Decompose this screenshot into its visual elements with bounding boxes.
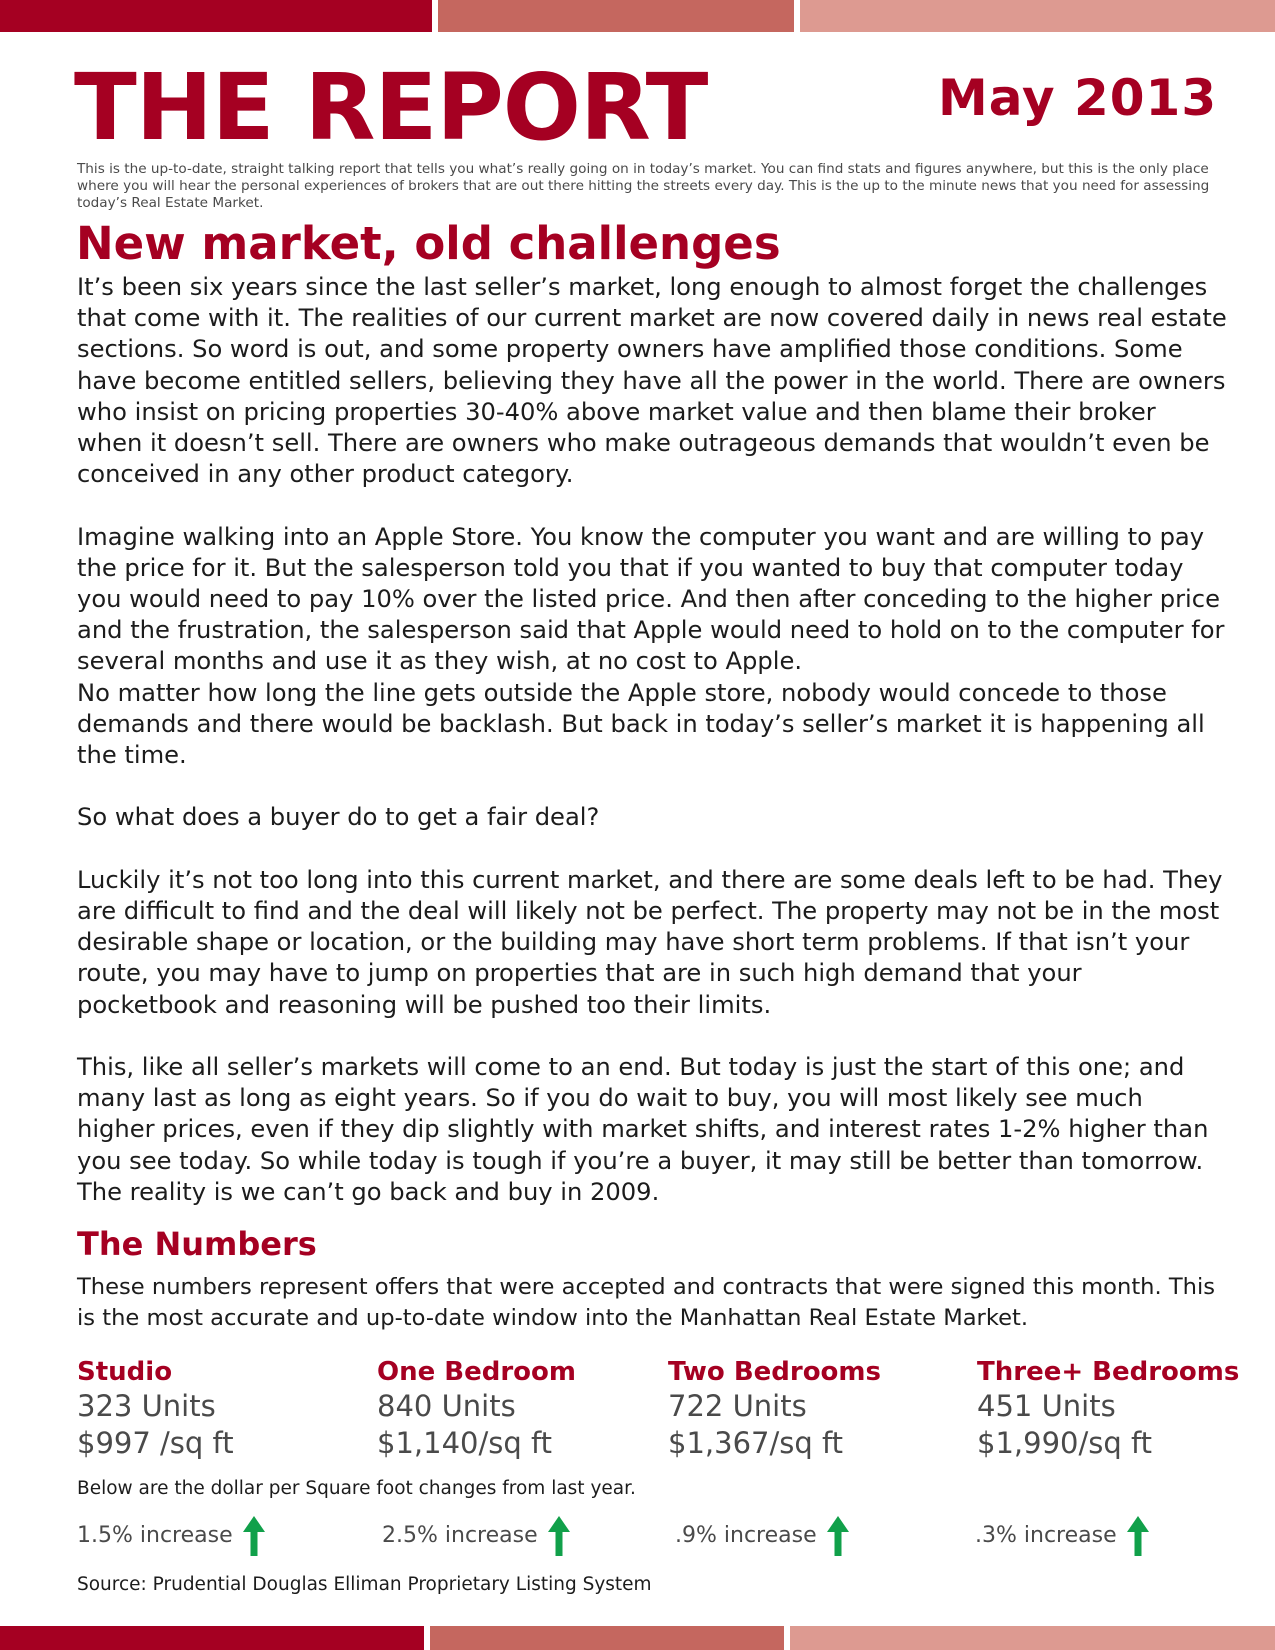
stat-category: Two Bedrooms (668, 1357, 881, 1387)
change-text: 1.5% increase (77, 1523, 233, 1548)
change-three-plus-bedrooms (975, 1516, 1149, 1556)
stat-category: One Bedroom (377, 1357, 576, 1387)
stat-category: Three+ Bedrooms (977, 1357, 1240, 1387)
article-paragraph: This, like all seller’s markets will come to an end. But today is just the start of this one; and many last as long as eight years. So if you do wait to buy, you will most likely see much higher prices, even if they dip slightly with market shifts, and interest rates 1-2% higher than you see today. So while today is tough if you’re a buyer, it may still be better than tomorrow. The reality is we can’t go back and buy in 2009. (77, 1053, 1209, 1206)
up-arrow-icon (1127, 1516, 1149, 1556)
stat-price: $997 /sq ft (77, 1426, 234, 1460)
article-paragraph: Luckily it’s not too long into this current market, and there are some deals left to be had. They are difficult to find and the deal will likely not be perfect. The property may not be in the most desirable shape or location, or the building may have short term problems. If that isn’t your route, you may have to jump on properties that are in such high demand that your pocketbook and reasoning will be pushed too their limits. (77, 865, 1223, 1019)
stat-units: 722 Units (668, 1389, 807, 1423)
article-heading: New market, old challenges (76, 217, 781, 270)
up-arrow-icon (243, 1516, 265, 1556)
article-paragraph: Imagine walking into an Apple Store. You know the computer you want and are willing to pay the price for it. But the salesperson told you that if you wanted to buy that computer today you would need to pay 10% over the listed price. And then after conceding to the higher price and the frustration, the salesperson said that Apple would need to hold on to the computer for several months and use it as they wish, at no cost to Apple. (77, 522, 1225, 676)
stat-units: 323 Units (77, 1389, 216, 1423)
change-text: .3% increase (975, 1523, 1117, 1548)
report-title: THE REPORT (74, 54, 708, 161)
article-paragraph: No matter how long the line gets outside the Apple store, nobody would concede to those demands and there would be backlash. But back in today’s seller’s market it is happening all the time. (77, 678, 1205, 770)
change-text: .9% increase (675, 1523, 817, 1548)
stat-price: $1,367/sq ft (668, 1426, 844, 1460)
change-text: 2.5% increase (382, 1523, 538, 1548)
numbers-intro: These numbers represent offers that were accepted and contracts that were signed this month. This is the most accurate and up-to-date window into the Manhattan Real Estate Market. (77, 1274, 1216, 1331)
top-color-bar (0, 0, 1275, 32)
stat-column-two-bedrooms (668, 1356, 881, 1462)
change-one-bedroom (382, 1516, 570, 1556)
bottom-bar-segment-light (790, 1626, 1275, 1650)
bottom-bar-segment-mid (430, 1626, 784, 1650)
issue-date: May 2013 (938, 69, 1218, 127)
stat-units: 451 Units (977, 1389, 1116, 1423)
top-bar-segment-light (800, 0, 1275, 32)
top-bar-segment-dark (0, 0, 432, 32)
report-intro: This is the up-to-date, straight talking report that tells you what’s really going on in today’s market. You can find stats and figures anywhere, but this is the only place where you will hear the personal experiences of brokers that are out there hitting the streets every day. This is the up to the minute news that you need for assessing today’s Real Estate Market. (77, 161, 1210, 211)
source-note: Source: Prudential Douglas Elliman Proprietary Listing System (77, 1574, 652, 1595)
stat-price: $1,990/sq ft (977, 1426, 1153, 1460)
stat-column-one-bedroom (377, 1356, 576, 1462)
change-two-bedrooms (675, 1516, 849, 1556)
change-studio (77, 1516, 265, 1556)
up-arrow-icon (548, 1516, 570, 1556)
stat-category: Studio (77, 1357, 173, 1387)
up-arrow-icon (827, 1516, 849, 1556)
stat-price: $1,140/sq ft (377, 1426, 553, 1460)
stat-column-three-plus-bedrooms (977, 1356, 1239, 1462)
bottom-color-bar (0, 1626, 1275, 1650)
stat-column-studio (77, 1356, 234, 1462)
changes-note: Below are the dollar per Square foot changes from last year. (77, 1478, 636, 1499)
bottom-bar-segment-dark (0, 1626, 424, 1650)
stat-units: 840 Units (377, 1389, 516, 1423)
article-body (77, 272, 1227, 1239)
article-paragraph: It’s been six years since the last seller’s market, long enough to almost forget the challenges that come with it. The realities of our current market are now covered daily in news real estate sections. So word is out, and some property owners have amplified those conditions. Some have become entitled sellers, believing they have all the power in the world. There are owners who insist on pricing properties 30-40% above market value and then blame their broker when it doesn’t sell. There are owners who make outrageous demands that wouldn’t even be conceived in any other product category. (77, 273, 1227, 489)
numbers-heading: The Numbers (77, 1225, 317, 1263)
top-bar-segment-mid (438, 0, 794, 32)
article-paragraph: So what does a buyer do to get a fair deal? (77, 803, 600, 832)
